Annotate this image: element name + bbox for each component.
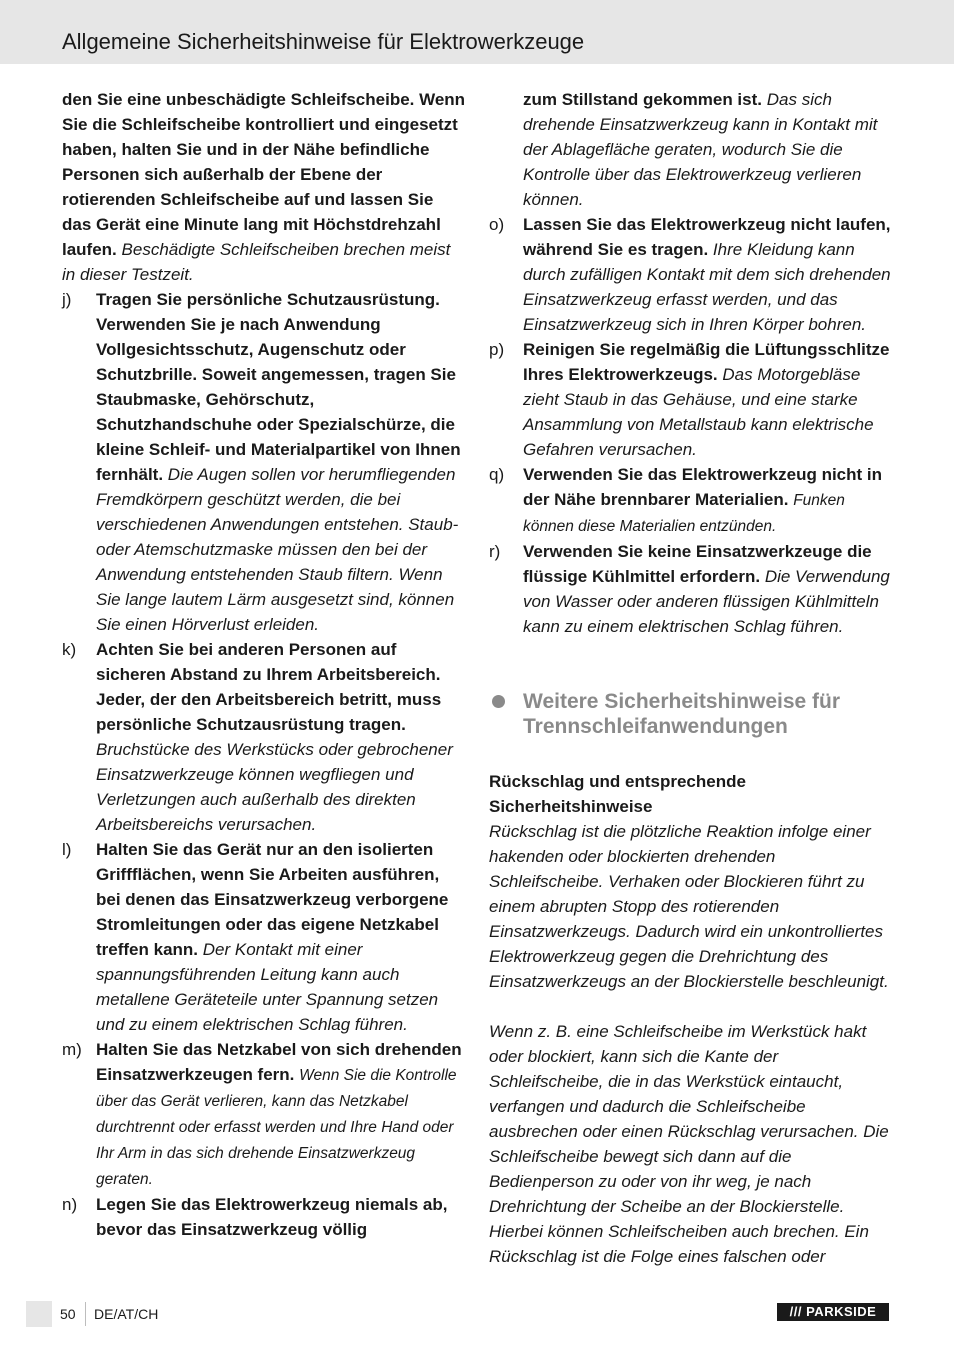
kickback-paragraph-1: Rückschlag ist die plötzliche Reaktion infolge einer hakenden oder blockierten drehenden Schleifscheibe. Verhaken oder Blockieren führt zu einem abrupten Stopp des rotierenden Einsatzwerkzeugs. Dadurch wird ein unkontrolliertes Elektrowerkzeug gegen die Drehrichtung des Einsatzwerkzeugs an der Blockierstelle beschleunigt. <box>489 822 889 991</box>
item-instruction: Achten Sie bei anderen Personen auf sicheren Abstand zu Ihrem Arbeitsbereich. Jeder, der den Arbeitsbereich betritt, muss persönliche Schutzausrüstung tragen. <box>96 640 442 734</box>
list-item-r <box>489 539 894 639</box>
item-explanation: Wenn Sie die Kontrolle über das Gerät verlieren, kann das Netzkabel durchtrennt oder erfasst werden und Ihre Hand oder Ihr Arm in das sich drehende Einsatzwerkzeug geraten. <box>96 1067 457 1188</box>
left-intro-bold: den Sie eine unbeschädigte Schleifscheibe. Wenn Sie die Schleifscheibe kontrolliert und eingesetzt haben, halten Sie und in der Nähe befindliche Personen sich außerhalb der Ebene der rotierenden Schleifscheibe auf und lassen Sie das Gerät eine Minute lang mit Höchstdrehzahl laufen. <box>62 90 466 259</box>
list-item-m <box>62 1037 466 1192</box>
kickback-paragraph-2: Wenn z. B. eine Schleifscheibe im Werkstück hakt oder blockiert, kann sich die Kante der Schleifscheibe, die in das Werkstück eintaucht, verfangen und dadurch die Schleifscheibe ausbrechen oder einen Rückschlag verursachen. Die Schleifscheibe bewegt sich dann auf die Bedienperson zu oder von ihr weg, je nach Drehrichtung der Scheibe an der Blockierstelle. Hierbei können Schleifscheiben auch brechen. Ein Rückschlag ist die Folge eines falschen oder <box>489 1022 889 1266</box>
list-item-p <box>489 337 894 462</box>
list-item-l <box>62 837 466 1037</box>
left-column <box>62 87 466 1242</box>
section-heading-text: Weitere Sicherheitshinweise für Trennschleifanwendungen <box>523 690 841 738</box>
list-item-n <box>62 1192 466 1242</box>
item-label: o) <box>489 215 505 234</box>
item-explanation: Bruchstücke des Werkstücks oder gebrochener Einsatzwerkzeuge können wegfliegen und Verletzungen auch außerhalb des direkten Arbeitsbereichs verursachen. <box>96 740 453 834</box>
left-intro-italic: Beschädigte Schleifscheiben brechen meist in dieser Testzeit. <box>62 240 451 284</box>
region-code: DE/AT/CH <box>94 1306 159 1322</box>
page-number: 50 <box>60 1306 76 1322</box>
item-instruction: Legen Sie das Elektrowerkzeug niemals ab, bevor das Einsatzwerkzeug völlig <box>96 1195 448 1239</box>
item-label: m) <box>62 1040 82 1059</box>
item-instruction: Halten Sie das Gerät nur an den isolierten Griffflächen, wenn Sie Arbeiten ausführen, bei denen das Einsatzwerkzeug verborgene Stromleitungen oder das eigene Netzkabel treffen kann. <box>96 840 449 959</box>
item-instruction: Tragen Sie persönliche Schutzausrüstung. Verwenden Sie je nach Anwendung Vollgesichtsschutz, Augenschutz oder Schutzbrille. Soweit angemessen, tragen Sie Staubmaske, Gehörschutz, Schutzhandschuhe oder Spezialschürze, die kleine Schleif- und Materialpartikel von Ihnen fernhält. <box>96 290 461 484</box>
footer-marker <box>26 1301 52 1327</box>
item-label: j) <box>62 290 72 309</box>
list-item-q <box>489 462 894 539</box>
right-intro-bold: zum Stillstand gekommen ist. <box>523 90 762 109</box>
item-label: r) <box>489 542 501 561</box>
footer-divider <box>85 1302 86 1326</box>
item-instruction: Verwenden Sie das Elektrowerkzeug nicht in der Nähe brennbarer Materialien. <box>523 465 883 509</box>
paragraph-gap <box>489 994 894 1019</box>
item-explanation: Das Motorgebläse zieht Staub in das Gehäuse, und eine starke Ansammlung von Metallstaub kann elektrische Gefahren verursachen. <box>523 365 874 459</box>
item-explanation: Funken können diese Materialien entzünden. <box>523 492 845 535</box>
item-instruction: Reinigen Sie regelmäßig die Lüftungsschlitze Ihres Elektrowerkzeugs. <box>523 340 890 384</box>
item-instruction: Halten Sie das Netzkabel von sich drehenden Einsatzwerkzeugen fern. <box>96 1040 462 1084</box>
list-item-j <box>62 287 466 637</box>
item-label: k) <box>62 640 77 659</box>
item-label: p) <box>489 340 505 359</box>
sub-heading: Rückschlag und entsprechende Sicherheitshinweise <box>489 772 746 816</box>
page-title: Allgemeine Sicherheitshinweise für Elektrowerkzeuge <box>62 29 585 54</box>
item-explanation: Ihre Kleidung kann durch zufälligen Kontakt mit dem sich drehenden Einsatzwerkzeug erfasst werden, und das Einsatzwerkzeug sich in Ihren Körper bohren. <box>523 240 891 334</box>
list-item-o <box>489 212 894 337</box>
item-label: l) <box>62 840 72 859</box>
item-explanation: Der Kontakt mit einer spannungsführenden Leitung kann auch metallene Geräteteile unter Spannung setzen und zu einem elektrischen Schlag führen. <box>96 940 439 1034</box>
item-instruction: Verwenden Sie keine Einsatzwerkzeuge die flüssige Kühlmittel erfordern. <box>523 542 872 586</box>
brand-logo: /// PARKSIDE <box>777 1303 889 1321</box>
section-heading <box>489 689 894 739</box>
right-intro-italic: Das sich drehende Einsatzwerkzeug kann in Kontakt mit der Ablagefläche geraten, wodurch Sie die Kontrolle über das Elektrowerkzeug verlieren können. <box>523 90 878 209</box>
item-label: n) <box>62 1195 78 1214</box>
bullet-icon <box>492 695 505 708</box>
item-instruction: Lassen Sie das Elektrowerkzeug nicht laufen, während Sie es tragen. <box>523 215 891 259</box>
item-explanation: Die Augen sollen vor herumfliegenden Fremdkörpern geschützt werden, die bei verschiedenen Anwendungen entstehen. Staub- oder Atemschutzmaske müssen den bei der Anwendung entstehenden Staub filtern. Wenn Sie lange lautem Lärm ausgesetzt sind, können Sie einen Hörverlust erleiden. <box>96 465 459 634</box>
item-label: q) <box>489 465 505 484</box>
item-explanation: Die Verwendung von Wasser oder anderen flüssigen Kühlmitteln kann zu einem elektrischen Schlag führen. <box>523 567 890 636</box>
right-intro-paragraph <box>489 87 894 212</box>
left-intro-paragraph <box>62 87 466 287</box>
right-column <box>489 87 894 1269</box>
list-item-k <box>62 637 466 837</box>
